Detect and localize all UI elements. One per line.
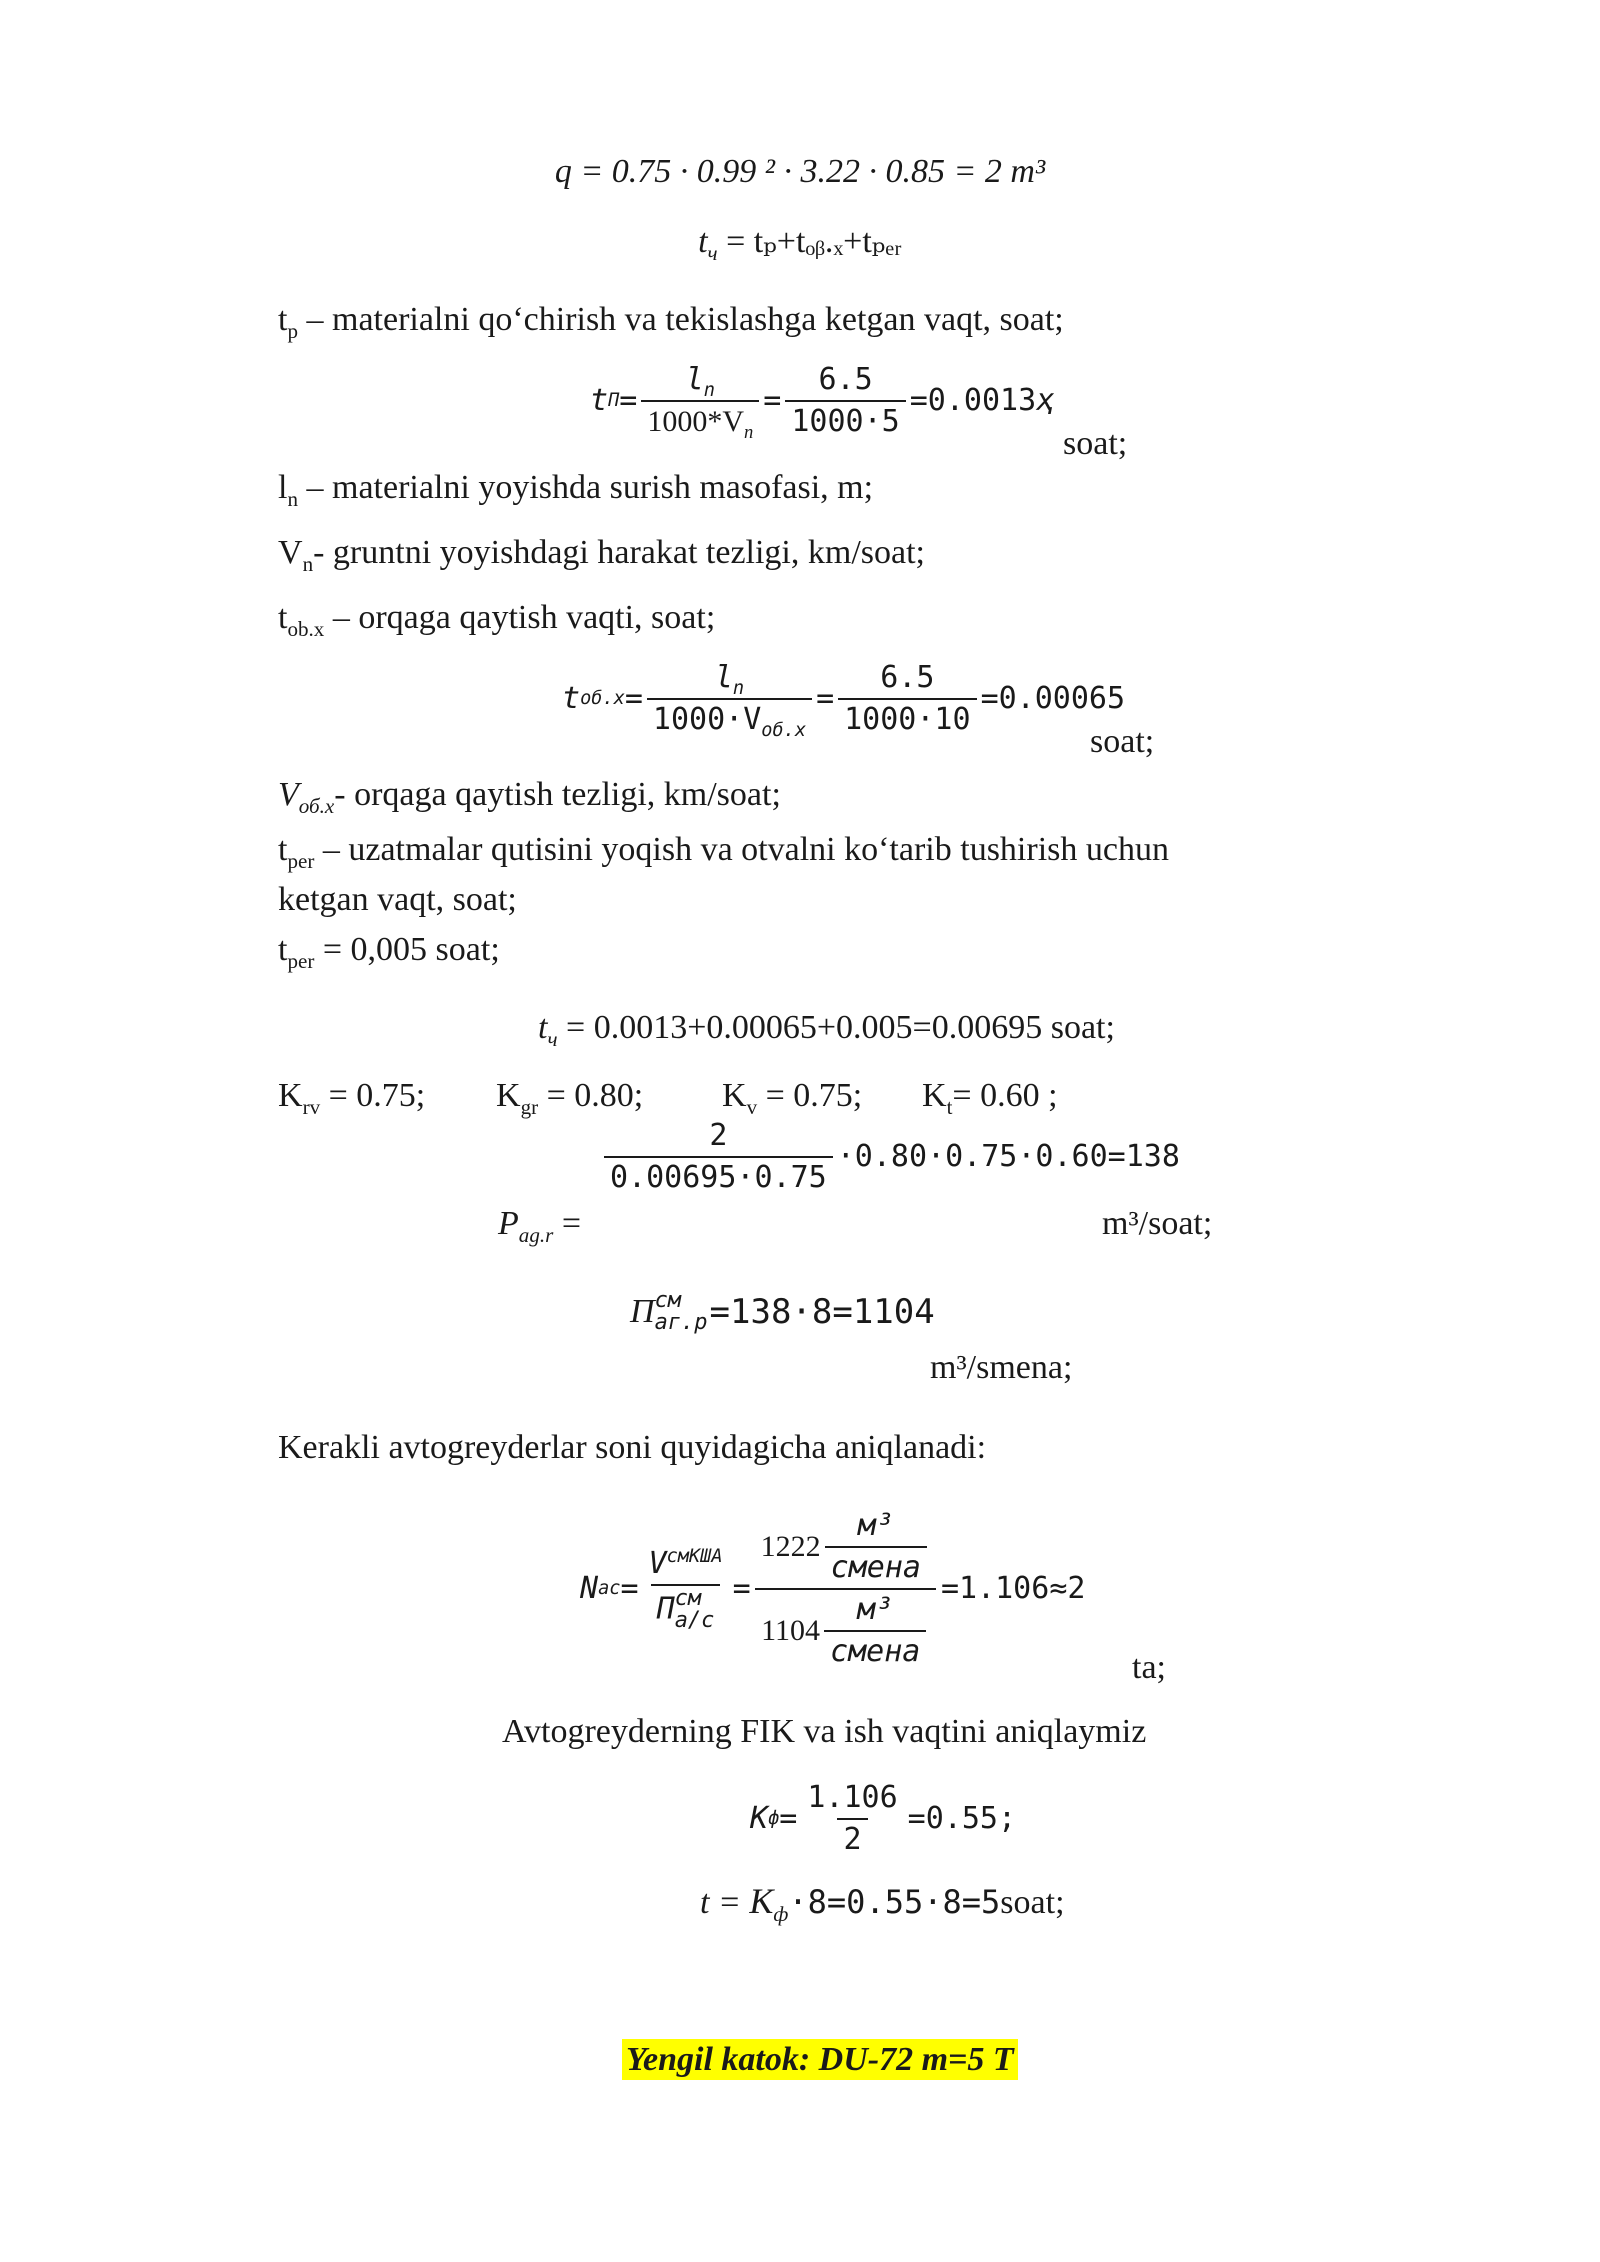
formula-pag-calc: $\frac{2}{0.00695\cdot 0.75}$ ·0.80·0.75·0.60=138 xyxy=(600,1118,1180,1196)
psm-unit: m³/smena; xyxy=(930,1349,1073,1386)
formula-tc: $t_ч$ = tₚ+tₒᵦ.ₓ+tₚₑᵣ xyxy=(698,223,902,265)
definition-tper: $t_{per}$ – uzatmalar qutisini yoqish va otvalni ko‘tarib tushirish uchun xyxy=(278,831,1169,873)
nac-unit: ta; xyxy=(1132,1649,1166,1686)
definition-ln: $l_n$ – materialni yoyishda surish masofasi, m; xyxy=(278,469,874,511)
formula-tob-calc: t об.х = $\frac{l_n}{1000\cdot V_{об.х}}$ = $\frac{6.5}{1000\cdot 10}$ =0.00065 xyxy=(562,660,1126,741)
tp-unit: soat; xyxy=(1063,425,1128,462)
kerakli-text: Kerakli avtogreyderlar soni quyidagicha aniqlanadi: xyxy=(278,1429,987,1466)
formula-tp-calc: t П = $\frac{l_n}{1000*V_п}$ = $\frac{6.5}{1000\cdot 5}$ =0.0013 ҳ xyxy=(590,362,1055,443)
formula-psm-calc: П см аг.р =138·8=1104 xyxy=(630,1288,935,1335)
formula-tc-calc: $t_ч = 0.0013+0.00065+0.005=0.00695$ soat; xyxy=(538,1009,1115,1051)
formula-kf-calc: K ф = $\frac{1.106}{2}$ =0.55; xyxy=(750,1780,1017,1857)
definition-tob: $t_{ob.x}$ – orqaga qaytish vaqti, soat; xyxy=(278,599,716,641)
k-t: $K_t= 0.60$ ; xyxy=(922,1077,1058,1119)
pag-unit: m³/soat; xyxy=(1102,1205,1213,1242)
formula-q: q = 0.75 · 0.99 ² · 3.22 · 0.85 = 2 m³ xyxy=(554,153,1046,190)
definition-vob: $V_{об.х}-$ orqaga qaytish tezligi, km/soat; xyxy=(278,776,781,818)
definition-tper-cont: ketgan vaqt, soat; xyxy=(278,881,517,918)
k-gr: $K_{gr} = 0.80$; xyxy=(496,1077,644,1119)
tob-unit: soat; xyxy=(1090,723,1155,760)
formula-nac-calc: N ас = $V^{смКША}$ П см а/с = 1222 $\frac{\text{м³}}{\text{смена}}$ 1104 $\frac{\text{м³}}{\text{смена}}$ =1.106≈2 xyxy=(580,1508,1086,1669)
k-values-row xyxy=(278,1076,1058,1117)
definition-vn: $V_n-$ gruntni yoyishdagi harakat tezligi, km/soat; xyxy=(278,534,925,576)
tper-value: $t_{per} = 0,005$ soat; xyxy=(278,931,500,973)
k-v: $K_v = 0.75$; xyxy=(722,1077,863,1119)
katok-heading: Yengil katok: DU-72 m=5 T xyxy=(622,2040,1018,2081)
k-rv: $K_{rv} = 0.75$; xyxy=(278,1077,426,1119)
pag-lhs: $P_{ag.r}$ = xyxy=(498,1205,582,1247)
fik-text: Avtogreyderning FIK va ish vaqtini aniqlaymiz xyxy=(502,1713,1147,1750)
definition-tp: $t_p$ – materialni qo‘chirish va tekislashga ketgan vaqt, soat; xyxy=(278,301,1064,343)
formula-t-calc: $t = K_ф\cdot 8=0.55\cdot 8=5soat$; xyxy=(700,1881,1065,1926)
